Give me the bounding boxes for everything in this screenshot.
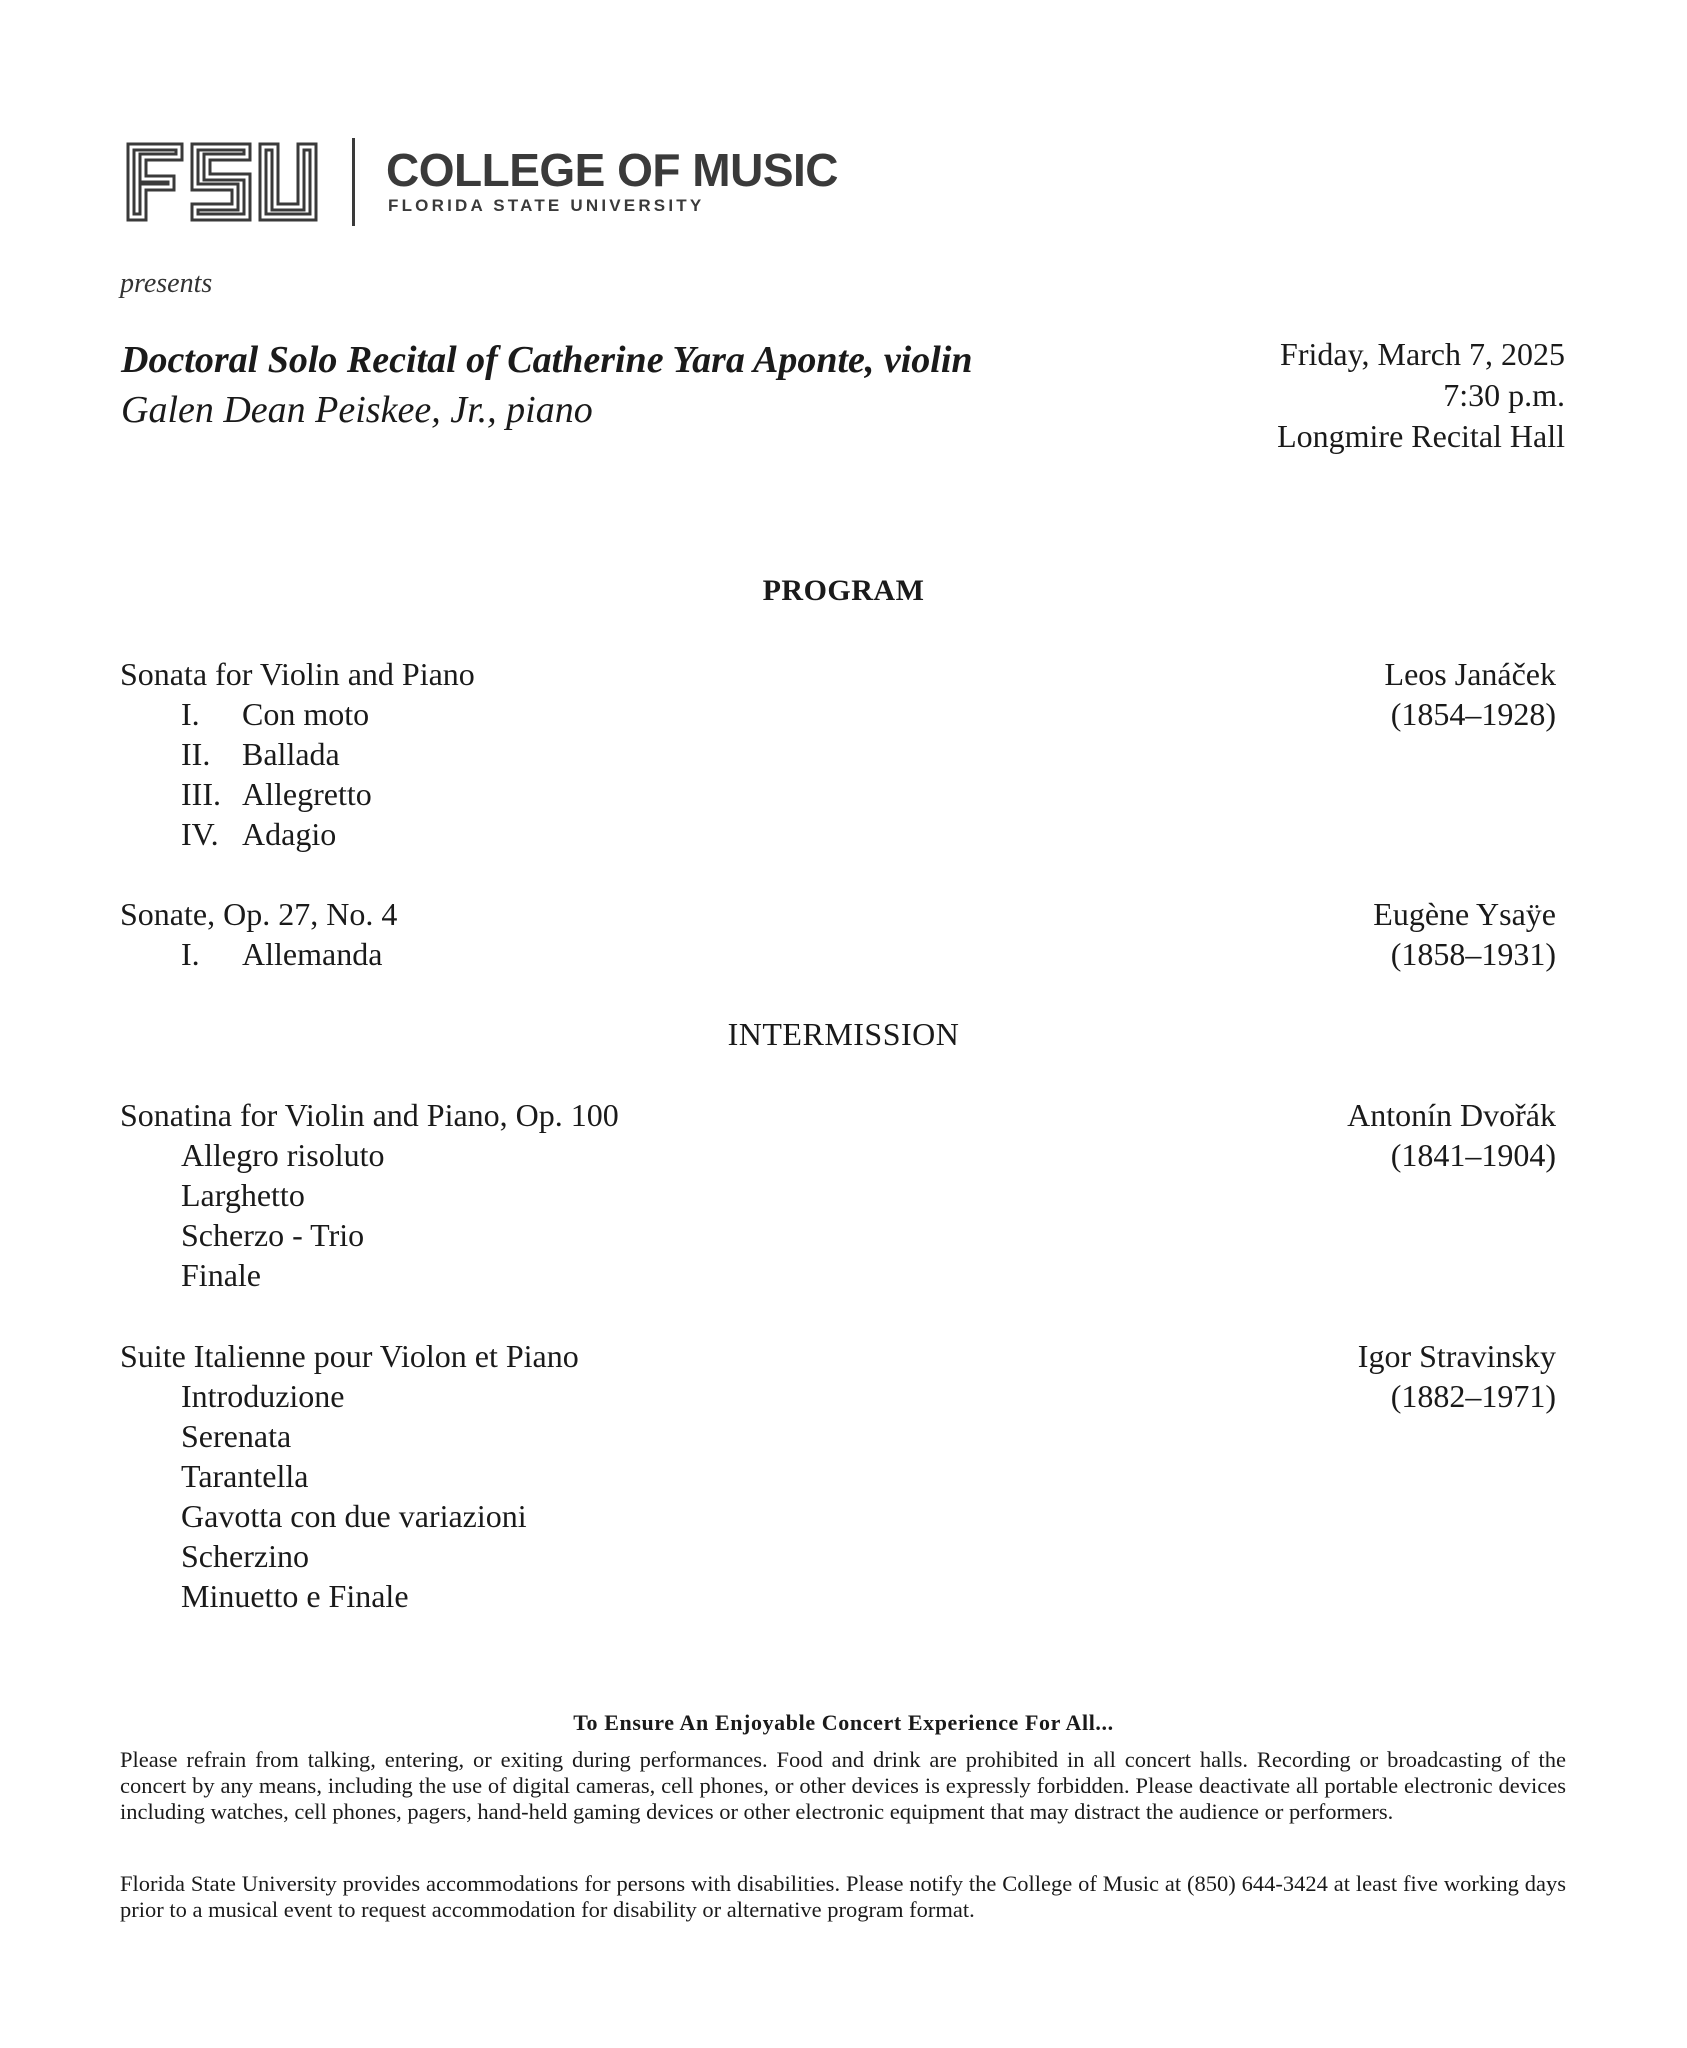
movement [120, 734, 1556, 774]
movement: Tarantella [181, 1458, 309, 1494]
composer-dates: (1858–1931) [1390, 936, 1556, 972]
pianist-credit: Galen Dean Peiskee, Jr., piano [121, 389, 593, 431]
etiquette-paragraph: Please refrain from talking, entering, or exiting during performances. Food and drink are prohibited in all concert halls. Recording or broadcasting of the concert by any means, including the use of digital cameras, cell phones, or other devices is expressly forbidden. Please deactivate all portable electronic devices including watches, cell phones, pagers, hand-held gaming devices or other electronic equipment that may distract the audience or performers. [120, 1747, 1566, 1824]
event-venue: Longmire Recital Hall [1277, 418, 1565, 454]
movement: Serenata [181, 1418, 292, 1454]
movement: Minuetto e Finale [181, 1578, 409, 1614]
movement-number: IV. [181, 816, 219, 852]
piece-title: Sonatina for Violin and Piano, Op. 100 [120, 1097, 619, 1133]
movement-name: Ballada [242, 736, 340, 772]
program-piece [120, 1336, 1556, 1616]
event-time: 7:30 p.m. [1443, 377, 1565, 413]
movement-name: Con moto [242, 696, 370, 732]
movement: Larghetto [181, 1177, 305, 1213]
piece-composer: Leos Janáček [1384, 656, 1556, 692]
movement: Introduzione [181, 1378, 345, 1414]
movement-number: I. [181, 696, 200, 732]
etiquette-heading: To Ensure An Enjoyable Concert Experience For All... [573, 1710, 1114, 1735]
piece-title: Sonata for Violin and Piano [120, 656, 475, 692]
movement-name: Adagio [242, 816, 337, 852]
movement: Scherzo - Trio [181, 1217, 365, 1253]
movement [120, 934, 1556, 974]
piece-composer: Antonín Dvořák [1347, 1097, 1556, 1133]
movement: Finale [181, 1257, 261, 1293]
composer-dates: (1882–1971) [1390, 1378, 1556, 1414]
program-piece [120, 894, 1556, 974]
movement [120, 774, 1556, 814]
piece-composer: Eugène Ysaÿe [1373, 896, 1556, 932]
program-piece [120, 654, 1556, 854]
movement [120, 694, 1556, 734]
college-subtitle: FLORIDA STATE UNIVERSITY [388, 196, 705, 215]
program-piece [120, 1095, 1556, 1295]
movement-name: Allegretto [242, 776, 372, 812]
piece-title: Suite Italienne pour Violon et Piano [120, 1338, 579, 1374]
program-heading: PROGRAM [762, 574, 925, 607]
event-date: Friday, March 7, 2025 [1280, 336, 1565, 372]
movement [120, 814, 1556, 854]
college-title: COLLEGE OF MUSIC [386, 144, 838, 196]
movement-name: Allemanda [242, 936, 383, 972]
piece-composer: Igor Stravinsky [1357, 1338, 1556, 1374]
college-of-music-logo [124, 138, 838, 228]
fsu-logo-mark [124, 138, 320, 226]
piece-title: Sonate, Op. 27, No. 4 [120, 896, 398, 932]
movement-number: I. [181, 936, 200, 972]
logo-divider [352, 138, 355, 226]
composer-dates: (1854–1928) [1390, 696, 1556, 732]
event-info [1277, 334, 1565, 457]
presents-label: presents [120, 268, 213, 299]
intermission-label: INTERMISSION [727, 1016, 960, 1052]
recital-title: Doctoral Solo Recital of Catherine Yara Aponte, violin [121, 339, 973, 381]
movement-number: III. [181, 776, 221, 812]
accessibility-paragraph: Florida State University provides accommodations for persons with disabilities. Please notify the College of Music at (850) 644-3424 at least five working days prior to a musical event to request accommodation for disability or alternative program format. [120, 1871, 1566, 1922]
movement: Scherzino [181, 1538, 309, 1574]
movement: Gavotta con due variazioni [181, 1498, 527, 1534]
movement-number: II. [181, 736, 211, 772]
composer-dates: (1841–1904) [1390, 1137, 1556, 1173]
movement: Allegro risoluto [181, 1137, 385, 1173]
